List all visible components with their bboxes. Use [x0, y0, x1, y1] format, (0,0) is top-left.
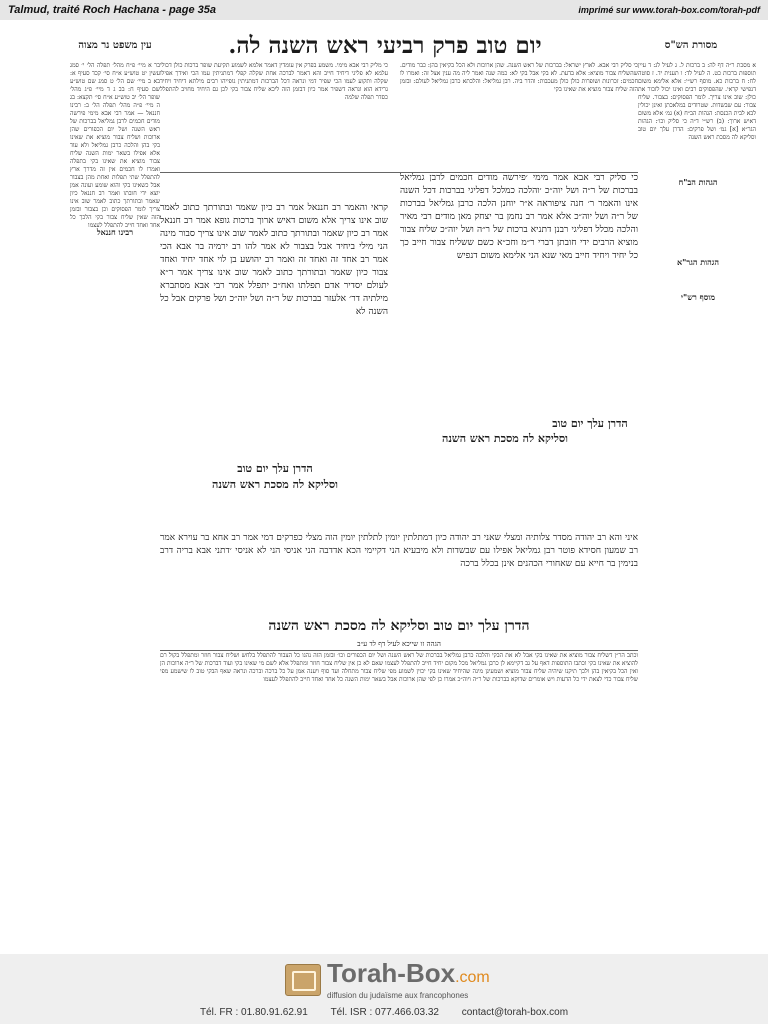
logo-name: Torah-Box: [327, 958, 456, 988]
hadran-heading-right: הדרן עלך יום טוב: [552, 417, 628, 430]
phone-fr[interactable]: Tél. FR : 01.80.91.62.91: [199, 1007, 308, 1018]
ein-mishpat-header: עין משפט נר מצוה: [78, 40, 152, 51]
gemara-text-left: קראי והאמר רב חננאל אמר רב כיון שאמר ובתורתך כתוב לאמר שוב אינו צריך אלא משום דאיש ארוך ברכות גופא אמר רב חננאל אמר רב כיון שאמר ובתורתך כתוב לאמר שוב אינו צריך סבור מינה הני מילי ביחיד אבל בצבור לא אמר להו רב ירמיה בר אבא הכי אמר רב אחד זה ואחד זה ואמר רב יהושע בן לוי אחד יחיד ואחד צבור כיון שאמר ובתורתך כתוב לאמר שוב אינו צריך אמר ר״א לעולם יסדיר אדם תפלתו ואח״כ יתפלל אמר רבי אבא מסתברא מילתיה דר׳ אלעזר בברכות של ר״ה ושל יוה״כ ושל פרקים אבל כל השנה לא: [160, 203, 388, 317]
hagahot-habach-label: הגהות הב"ח: [678, 177, 718, 187]
tosafot-commentary: כי מליק רבי אבא מימי. משמע בפרק אין עומדין דאמר אלמא לשמוע תקיעת שופר ברכות כולן דכולי עלמא לא פליגי דיחיד חייב והא דאמר לברכה אחת שקלה קפלי דמתניתין עמו הכי ואידך אפילו שקלה ותקוע לעמו הכי שפיר דמי ונראה דכל הברכות דמתניתין גופייהו רבים מילתא דיחיד ויחיד גרידא הוא ונראה דשפיר אמר כיון דבזמן הזה ליכא שליח צבור בקי לכן גם היחיד מחויב להתפלל כסדר תפלה שלמה: [160, 62, 388, 101]
masoret-hashas-column: א מסכת ר״ה דף לה: ב ברכות ל. ג לעיל לג: ד עיין תוספות ברכות כט. ה לעיל לד: ו תענית יד. ז סוטה לח: ח ברכות כא. מוסף רש״י: אלא אלימא משום דנפישי קראי. שהפסוקים רבים ואינו יכול לזכור את כולן: שוב אינו צריך. לומר הפסוקים: בצבור. שליח צבור: עם שבשדות. שטרודים במלאכתן ואינן יכולין לבא לבית הכנסת: הגהות הב״ח (א) גמ׳ אלא משום דאיש ארוך: (ב) רש״י ד״ה כי סליק וכו׳: הגהות הגר״א [א] גמ׳ ושל פרקים: הדרן עלך יום טוב וסליקא לה מסכת ראש השנה: [638, 62, 756, 141]
rashi-commentary: כי סליק רבי אבא. לארץ ישראל: בברכות של ראש השנה. שהן ארוכות ולא הכל בקיאין בהן: כבר מודים. שהשליח צבור מוציא: אלא בדעת. לא בקי אבל בקי לא: כמה שנה ואמר ליה מה ענין אצל זה: ואמרו לו חכמים: זכרונות ושופרות כולן כולן מעכבות: והדר ביה. רבן גמליאל: והלכתא כרבן גמליאל לעולם: ובזמן הזה שליח צבור מוציא את שאינו בקי: [400, 62, 638, 93]
gemara-text-wide: איני והא רב יהודה מסדר צלותיה ומצלי שאני רב יהודה כיון דמתלתין יומין לתלתין יומין הוה מצלי כפרקים דמי אמר רב אחא בר עוירא אמר רב שמעון חסידא פוטר רבן גמליאל אפילו עם שבשדות ולא מיבעיא הני דקיימי הכא אדדבה הני אניסי הני לא אניסי ׳דתני אבא בריה דרב בנימין בר חייא עם שאחורי הכהנים אינן בכלל ברכה: [160, 533, 638, 569]
bottom-commentary: וכתב הר״ן דשליח צבור מוציא את שאינו בקי אבל לא את הבקי והלכה כרבן גמליאל בברכות של ראש השנה ושל יום הכפורים וכו׳ ובזמן הזה נהגו כל הצבור להתפלל בלחש ושליח צבור חוזר ומתפלל בקול רם להוציא את שאינו בקי וכתבו התוספות דאף על גב דקיימא לן כרבן גמליאל מכל מקום יחיד חייב להתפלל לעצמו שאם לא כן אין שליח צבור חוזר ומתפלל אלא לשם מי שאינו בקי ועוד דברכות של ר״ה ארוכות הן ואין הכל בקיאין בהן ולכך תיקנו שיהיה שליח צבור מוציא ושמעינן מינה שהיחיד שאינו בקי יכוין לשמוע מפי שליח צבור מתחלה ועד סוף ויענה אמן על כל ברכה וברכה ונראה שאף הבקי טוב לו שישמע מפי שליח צבור כדי לצאת ידי כל הדעות ויש אומרים שדוקא בברכות של ר״ה ויוה״כ אמרו כן לפי שהן ארוכות אבל בשאר ימות השנה כל אחד ואחד חייב להתפלל לעצמו: [160, 652, 638, 683]
hadran-main-heading: הדרן עלך יום טוב וסליקא לה מסכת ראש השנה: [268, 618, 530, 634]
divider-line: [160, 650, 638, 651]
contact-line: [0, 1007, 768, 1018]
gemara-text-right: כי סליק רבי אבא אמר מימי ׳פירשה מודים חכמים לרבן גמליאל בברכות של ר״ה ושל יוה״כ ׳והלכה כמלכל דפליגי בברכות דכל השנה אינו והאמר ר׳ חנה ציפוראה א״ר יוחנן הלכה כרבן גמליאל בברכות של ר״ה ושל יוה״כ אלא אמר רב נחמן בר יצחק מאן מודים רבי מאיר והלכה מכלל דפליגי רבנן דתניא ברכות של ר״ה ושל יוה״כ שליח צבור מוציא הרבים ידי חובתן דברי ר״מ וחכ״א כשם ששליח צבור חייב כך כל יחיד ויחיד חייב מאי שנא הני אלימא משום דנפיש: [400, 173, 638, 261]
masechet-end-left: וסליקא לה מסכת ראש השנה: [212, 478, 338, 491]
rabbeinu-chananel-label: רבינו חננאל: [96, 227, 134, 237]
masoret-hashas-header: מסורת הש"ס: [664, 40, 718, 51]
logo-suffix: .com: [455, 969, 490, 986]
document-title: Talmud, traité Roch Hachana - page 35a: [8, 4, 217, 16]
contact-email-link[interactable]: contact@torah-box.com: [461, 1007, 569, 1018]
gloss-note: הגהה זו שייכא לעיל דף לד ע״ב: [357, 640, 441, 648]
talmud-page: [0, 22, 768, 957]
page-title: יום טוב פרק רביעי ראש השנה לה.: [228, 32, 542, 59]
torah-box-logo-icon: [285, 964, 321, 996]
logo-tagline: diffusion du judaïsme aux francophones: [327, 991, 469, 1000]
top-bar: [0, 0, 768, 20]
ein-mishpat-column: בר א מיי׳ פ״ח מהל׳ תפלה הל׳ י׳ סמג עשין יט טוש״ע א״ח סי׳ קכד סעיף א: בא ב מיי׳ שם הל׳ ט סמג שם טוש״ע שם סעיף ח: בב ג ד מיי׳ פ״ג מהל׳ שופר הל׳ יב טוש״ע א״ח סי׳ תקצא: בג ה מיי׳ פ״ה מהל׳ תפלה הל׳ ב: רבינו חננאל — אמר רבי אבא מימי פירשה מודים חכמים לרבן גמליאל בברכות של ראש השנה ושל יום הכפורים שהן ארוכות ושליח צבור מוציא את שאינו בקי בהן והלכה כרבן גמליאל ולא עוד אלא אפילו בשאר ימות השנה שליח צבור מוציא את שאינו בקי בתפלה ואמרו לו חכמים אין זה מדרך ארץ להתפלל שתי תפלות ואחת מהן בצבור אבל כשאינו בקי והוא שומע ועונה אמן יוצא ידי חובתו ואמר רב חננאל כיון שאמר ובתורתך כתוב לאמר שוב אינו צריך לומר הפסוקים וכן בצבור ובזמן הזה שאין שליח צבור בקי הלכך כל אחד ואחד חייב להתפלל לעצמו: [70, 62, 160, 229]
hagahot-hagra-label: הגהות הגר"א: [676, 257, 720, 267]
hadran-heading-left: הדרן עלך יום טוב: [237, 462, 313, 475]
print-source-note: imprimé sur www.torah-box.com/torah-pdf: [578, 5, 760, 15]
masechet-end-right: וסליקא לה מסכת ראש השנה: [442, 432, 568, 445]
torah-box-logo[interactable]: [285, 960, 505, 1000]
footer: [0, 954, 768, 1024]
divider-line: [160, 172, 638, 173]
musaf-rashi-label: מוסף רש"י: [680, 292, 716, 302]
phone-isr[interactable]: Tél. ISR : 077.466.03.32: [330, 1007, 439, 1018]
